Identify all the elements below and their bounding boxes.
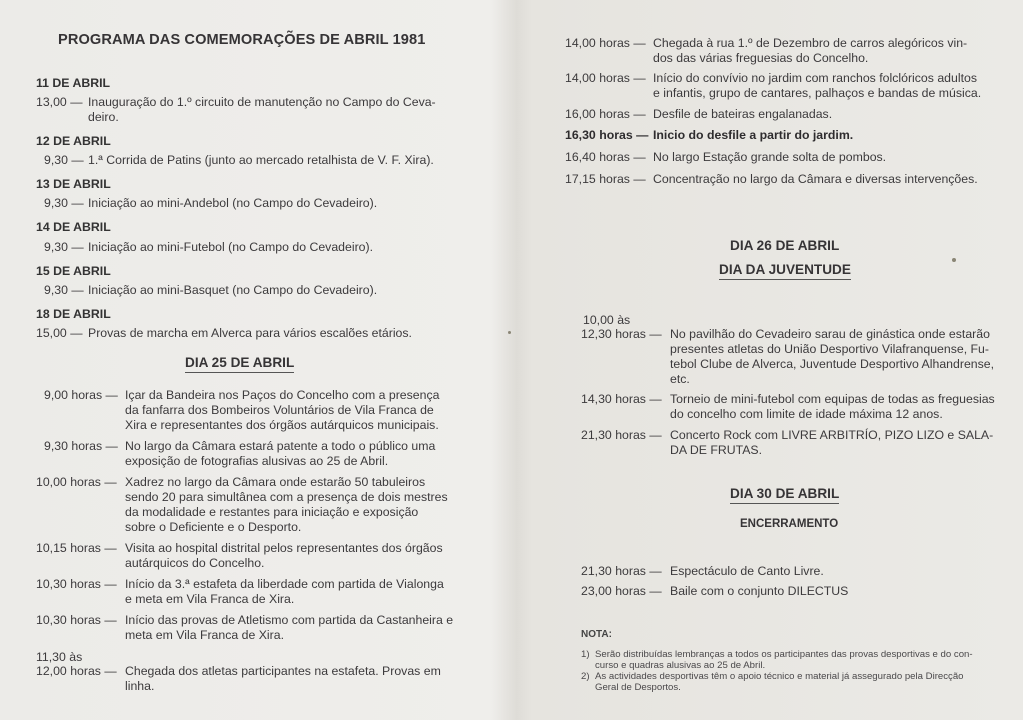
schedule-entry xyxy=(36,664,441,693)
entry-time: 12,00 horas — xyxy=(36,664,117,678)
entry-time: 10,15 horas — xyxy=(36,541,117,555)
schedule-entry xyxy=(565,107,833,122)
footnote-line: curso e quadras alusivas ao 25 de Abril. xyxy=(595,660,766,671)
date-heading: 11 DE ABRIL xyxy=(36,76,111,90)
entry-text-line: Chegada dos atletas participantes na estafeta. Provas em xyxy=(125,664,441,678)
schedule-entry xyxy=(36,475,448,534)
entry-text-line: deiro. xyxy=(88,110,119,124)
schedule-entry xyxy=(581,392,995,421)
entry-text-line: Provas de marcha em Alverca para vários escalões etários. xyxy=(88,326,412,340)
date-heading: 13 DE ABRIL xyxy=(36,177,111,191)
schedule-entry xyxy=(44,153,434,168)
schedule-entry xyxy=(565,150,887,165)
entry-time: 9,30 — xyxy=(44,153,84,167)
schedule-entry xyxy=(36,541,443,570)
entry-text-line: 1.ª Corrida de Patins (junto ao mercado retalhista de V. F. Xira). xyxy=(88,153,434,167)
schedule-entry-highlight xyxy=(565,128,854,143)
day-26-subheading xyxy=(719,262,851,280)
page-title: PROGRAMA DAS COMEMORAÇÕES DE ABRIL 1981 xyxy=(58,32,426,48)
day-25-heading xyxy=(185,355,294,373)
entry-text-line: Torneio de mini-futebol com equipas de todas as freguesias xyxy=(670,392,995,406)
entry-text-line: No largo Estação grande solta de pombos. xyxy=(653,150,887,164)
entry-time: 15,00 — xyxy=(36,326,83,340)
day-30-heading xyxy=(730,486,839,504)
day-30-subheading: ENCERRAMENTO xyxy=(740,518,839,530)
schedule-entry xyxy=(44,240,374,255)
entry-text-line: Concentração no largo da Câmara e diversas intervenções. xyxy=(653,172,978,186)
schedule-entry xyxy=(581,564,824,579)
entry-time: 21,30 horas — xyxy=(581,564,662,578)
footnote-number: 2) xyxy=(581,671,590,682)
entry-time: 9,30 — xyxy=(44,283,84,297)
entry-time: 16,00 horas — xyxy=(565,107,646,121)
entry-time: 16,40 horas — xyxy=(565,150,646,164)
schedule-entry xyxy=(565,71,982,100)
schedule-entry xyxy=(36,613,454,642)
schedule-entry xyxy=(44,196,378,211)
entry-text-line: etc. xyxy=(670,372,690,386)
entry-text-line: meta em Vila Franca de Xira. xyxy=(125,628,285,642)
entry-time: 14,30 horas — xyxy=(581,392,662,406)
entry-time: 9,00 horas — xyxy=(44,388,118,402)
entry-text-line: Iniciação ao mini-Futebol (no Campo do Cevadeiro). xyxy=(88,240,374,254)
entry-text-line: Xadrez no largo da Câmara onde estarão 50 tabuleiros xyxy=(125,475,426,489)
entry-text-line: Iniciação ao mini-Andebol (no Campo do Cevadeiro). xyxy=(88,196,378,210)
entry-text-line: Visita ao hospital distrital pelos representantes dos órgãos xyxy=(125,541,443,555)
entry-text-line: No largo da Câmara estará patente a todo o público uma xyxy=(125,439,436,453)
entry-text-line: do concelho com limite de idade máxima 12 anos. xyxy=(670,407,943,421)
entry-text-line: exposição de fotografias alusivas ao 25 de Abril. xyxy=(125,454,389,468)
schedule-entry xyxy=(565,36,968,65)
entry-text-line: Inicio do desfile a partir do jardim. xyxy=(653,128,854,142)
entry-text-line: Início do convívio no jardim com ranchos folclóricos adultos xyxy=(653,71,977,85)
entry-text-line: autárquicos do Concelho. xyxy=(125,556,265,570)
entry-time: 12,30 horas — xyxy=(581,327,662,341)
footnote-line: Serão distribuídas lembranças a todos os participantes das provas desportivas e do con- xyxy=(595,649,973,660)
schedule-entry xyxy=(581,327,995,386)
date-heading: 15 DE ABRIL xyxy=(36,264,111,278)
schedule-entry xyxy=(36,95,436,124)
entry-time: 10,00 horas — xyxy=(36,475,117,489)
entry-time: 14,00 horas — xyxy=(565,71,646,85)
schedule-entry-pre: 10,00 às xyxy=(583,313,631,327)
schedule-entry xyxy=(44,439,436,468)
entry-text-line: e meta em Vila Franca de Xira. xyxy=(125,592,295,606)
entry-time: 10,30 horas — xyxy=(36,577,117,591)
entry-time: 9,30 — xyxy=(44,240,84,254)
date-heading: 12 DE ABRIL xyxy=(36,134,111,148)
entry-time: 16,30 horas — xyxy=(565,128,649,142)
day-26-heading: DIA 26 DE ABRIL xyxy=(730,238,840,253)
entry-text-line: Início das provas de Atletismo com partida da Castanheira e xyxy=(125,613,454,627)
footnote-line: As actividades desportivas têm o apoio técnico e material já assegurado pela Direcção xyxy=(595,671,964,682)
entry-text-line: Espectáculo de Canto Livre. xyxy=(670,564,824,578)
schedule-entry xyxy=(581,584,849,599)
entry-text-line: Xira e representantes dos órgãos autárquicos municipais. xyxy=(125,418,439,432)
entry-text-line: tebol Clube de Alverca, Juventude Desportivo Alhandrense, xyxy=(670,357,995,371)
entry-text-line: DA DE FRUTAS. xyxy=(670,443,763,457)
entry-text-line: da fanfarra dos Bombeiros Voluntários de Vila Franca de xyxy=(125,403,434,417)
schedule-entry xyxy=(581,428,994,457)
day-25-heading-text: DIA 25 DE ABRIL xyxy=(185,355,294,373)
date-heading: 14 DE ABRIL xyxy=(36,220,111,234)
entry-text-line: Iniciação ao mini-Basquet (no Campo do Cevadeiro). xyxy=(88,283,378,297)
entry-time: 13,00 — xyxy=(36,95,83,109)
entry-text-line: e infantis, grupo de cantares, palhaços e bandas de música. xyxy=(653,86,982,100)
schedule-entry xyxy=(565,172,978,187)
entry-text-line: linha. xyxy=(125,679,155,693)
date-heading: 18 DE ABRIL xyxy=(36,307,111,321)
entry-time: 14,00 horas — xyxy=(565,36,646,50)
entry-text-line: Início da 3.ª estafeta da liberdade com partida de Vialonga xyxy=(125,577,444,591)
entry-time: 10,30 horas — xyxy=(36,613,117,627)
entry-text-line: sobre o Deficiente e o Desporto. xyxy=(125,520,302,534)
entry-time: 23,00 horas — xyxy=(581,584,662,598)
entry-text-line: Concerto Rock com LIVRE ARBITRÍO, PIZO LIZO e SALA- xyxy=(670,428,994,442)
entry-text-line: sendo 20 para simultânea com a presença de dois mestres xyxy=(125,490,448,504)
entry-time: 17,15 horas — xyxy=(565,172,646,186)
entry-text-line: No pavilhão do Cevadeiro sarau de ginástica onde estarão xyxy=(670,327,990,341)
entry-text-line: Chegada à rua 1.º de Dezembro de carros alegóricos vin- xyxy=(653,36,968,50)
entry-text-line: presentes atletas do União Desportivo Vilafranquense, Fu- xyxy=(670,342,989,356)
footnote-number: 1) xyxy=(581,649,590,660)
entry-text-line: da modalidade e restantes para iniciação e exposição xyxy=(125,505,419,519)
schedule-entry xyxy=(44,283,378,298)
entry-text-line: Desfile de bateiras engalanadas. xyxy=(653,107,833,121)
footnote-line: Geral de Desportos. xyxy=(595,682,681,693)
schedule-entry xyxy=(36,577,444,606)
paper-speck xyxy=(508,331,511,334)
entry-text-line: Içar da Bandeira nos Paços do Concelho com a presença xyxy=(125,388,440,402)
schedule-entry xyxy=(44,388,440,432)
schedule-entry xyxy=(36,326,412,341)
schedule-entry-pre: 11,30 às xyxy=(36,650,83,664)
paper-speck xyxy=(952,258,956,262)
entry-time: 21,30 horas — xyxy=(581,428,662,442)
day-30-heading-text: DIA 30 DE ABRIL xyxy=(730,486,839,504)
entry-text-line: Baile com o conjunto DILECTUS xyxy=(670,584,849,598)
entry-time: 9,30 — xyxy=(44,196,84,210)
entry-time: 9,30 horas — xyxy=(44,439,118,453)
day-26-subheading-text: DIA DA JUVENTUDE xyxy=(719,262,851,280)
entry-text-line: Inauguração do 1.º circuito de manutenção no Campo do Ceva- xyxy=(88,95,436,109)
entry-text-line: dos das várias freguesias do Concelho. xyxy=(653,51,869,65)
nota-label: NOTA: xyxy=(581,629,612,640)
